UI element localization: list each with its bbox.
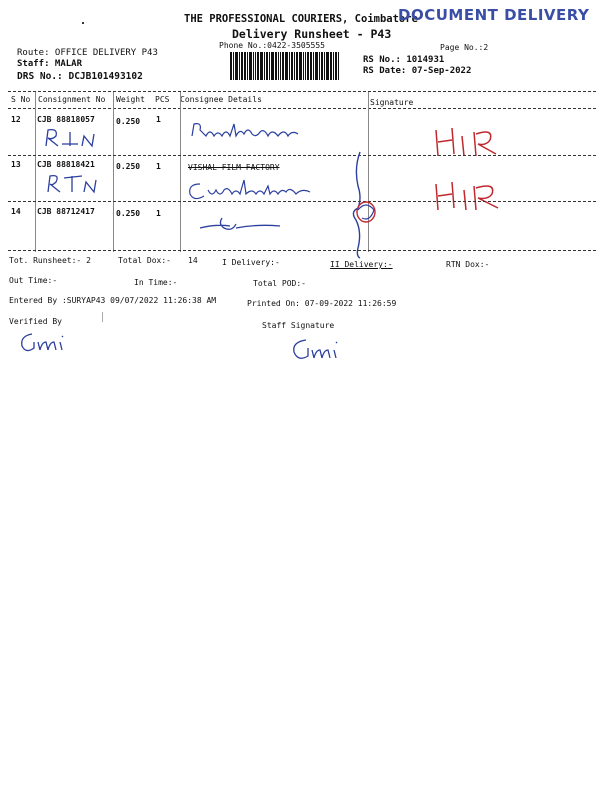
- total-pod: Total POD:-: [253, 279, 306, 288]
- row-12-consignee-handwriting: [188, 118, 308, 142]
- row-13-sno: 13: [11, 160, 21, 169]
- page-number: Page No.:2: [440, 43, 489, 52]
- entered-by: Entered By :SURYAP43 09/07/2022 11:26:38 AM: [9, 296, 217, 305]
- company-name: THE PROFESSIONAL COURIERS, Coimbatore: [184, 13, 418, 25]
- verified-by-signature: [18, 328, 68, 356]
- col-signature: Signature: [370, 98, 414, 107]
- col-sep-3: [180, 92, 181, 252]
- row-12-weight: 0.250: [116, 117, 141, 126]
- col-consignee-details: Consignee Details: [180, 95, 262, 104]
- table-bottom-rule: [8, 250, 596, 251]
- speck-mark: [82, 22, 84, 24]
- ii-delivery: II Delivery:-: [330, 260, 393, 269]
- row-13-weight: 0.250: [116, 162, 141, 171]
- document-delivery-stamp: DOCUMENT DELIVERY: [398, 6, 590, 24]
- rs-number: RS No.: 1014931: [363, 55, 445, 65]
- col-sno: S No: [11, 95, 31, 104]
- row-14-pcs: 1: [156, 209, 161, 218]
- total-runsheet: Tot. Runsheet:- 2: [9, 256, 91, 265]
- row-13-consignment: CJB 88818421: [37, 160, 95, 169]
- speck-mark: [102, 312, 103, 322]
- col-consignment: Consignment No: [38, 95, 106, 104]
- table-header-rule: [8, 108, 596, 109]
- row-12-rtn-handwriting: [42, 124, 102, 150]
- row-13-consignee-handwriting: [186, 176, 316, 204]
- staff-signature-label: Staff Signature: [262, 321, 335, 330]
- row-13-bottom-rule: [8, 201, 596, 202]
- rtn-dox: RTN Dox:-: [446, 260, 490, 269]
- row-12-signature-handwriting: [430, 122, 510, 162]
- table-top-rule: [8, 91, 596, 92]
- staff: Staff: MALAR: [17, 59, 83, 69]
- row-12-sno: 12: [11, 115, 21, 124]
- row-14-weight: 0.250: [116, 209, 141, 218]
- staff-signature-sign: [290, 332, 346, 364]
- route: Route: OFFICE DELIVERY P43: [17, 48, 158, 58]
- row-13-consignee-details: VISHAL FILM FACTORY: [188, 163, 280, 172]
- row-14-consignment: CJB 88712417: [37, 207, 95, 216]
- row-12-bottom-rule: [8, 155, 596, 156]
- bracket-scribble: [340, 148, 390, 260]
- col-sep-1: [35, 92, 36, 252]
- row-13-signature-handwriting: [430, 174, 510, 218]
- row-13-pcs: 1: [156, 162, 161, 171]
- printed-on: Printed On: 07-09-2022 11:26:59: [247, 299, 397, 308]
- col-sep-2: [113, 92, 114, 252]
- row-12-consignment: CJB 88818057: [37, 115, 95, 124]
- col-weight: Weight: [116, 95, 145, 104]
- out-time: Out Time:-: [9, 276, 58, 285]
- total-dox-value: 14: [188, 256, 198, 265]
- barcode: [230, 52, 358, 80]
- total-dox-label: Total Dox:-: [118, 256, 171, 265]
- row-14-sno: 14: [11, 207, 21, 216]
- verified-by-label: Verified By: [9, 317, 62, 326]
- col-pcs: PCS: [155, 95, 170, 104]
- i-delivery: I Delivery:-: [222, 258, 280, 267]
- rs-date: RS Date: 07-Sep-2022: [363, 66, 472, 76]
- row-12-pcs: 1: [156, 115, 161, 124]
- drs-number: DRS No.: DCJB101493102: [17, 71, 143, 82]
- phone-number: Phone No.:0422-3505555: [219, 41, 325, 50]
- in-time: In Time:-: [134, 278, 178, 287]
- row-14-consignee-scribble: [196, 210, 286, 236]
- runsheet-title: Delivery Runsheet - P43: [232, 27, 392, 41]
- row-13-rtn-handwriting: [42, 170, 102, 196]
